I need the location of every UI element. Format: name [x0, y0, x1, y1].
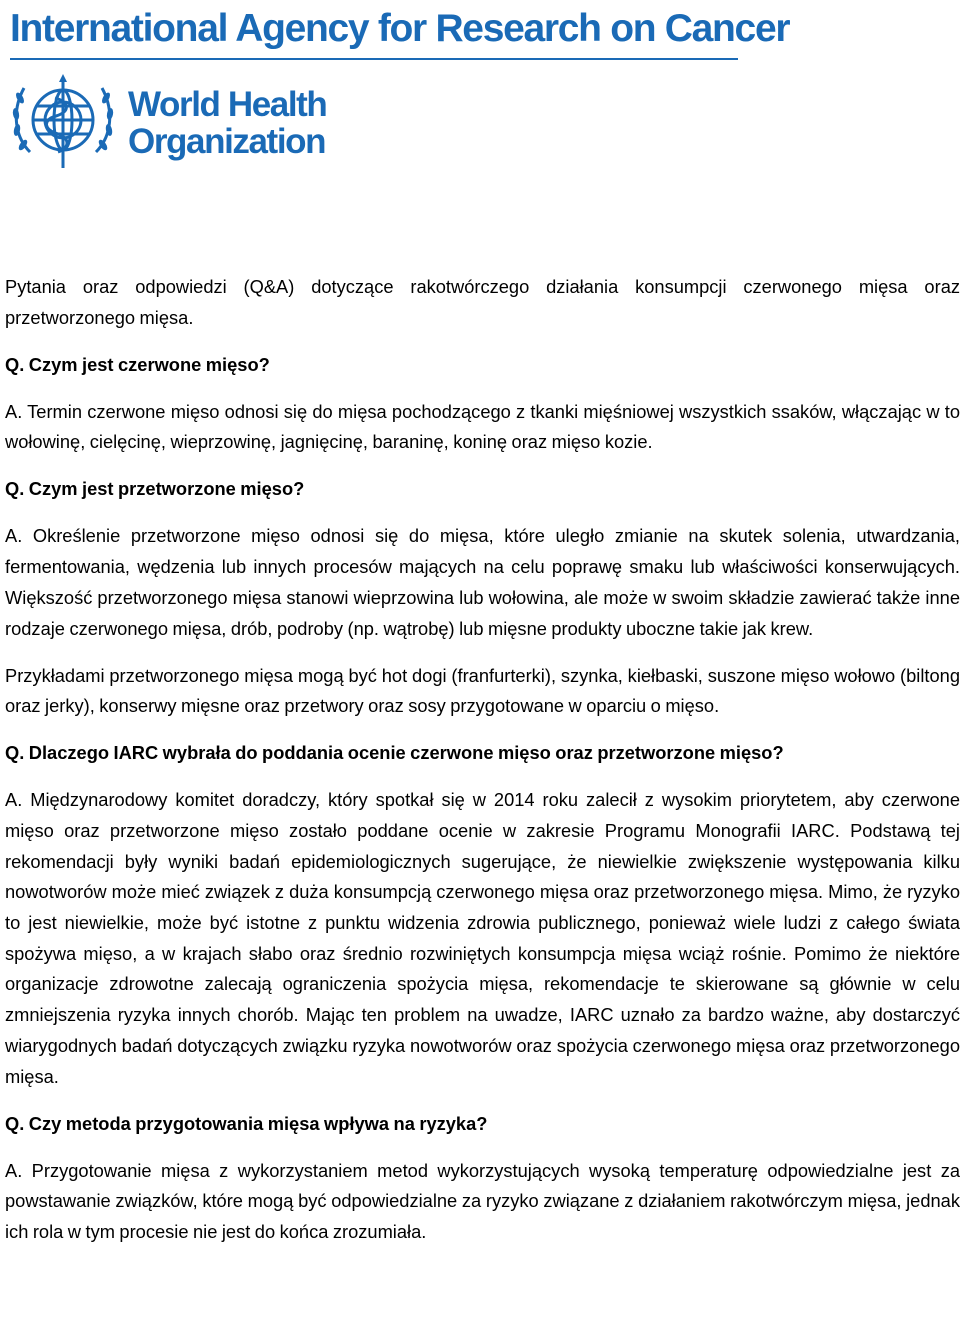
header-divider [10, 58, 738, 60]
iarc-logo-title: International Agency for Research on Cancer [10, 7, 790, 50]
document-header [8, 0, 948, 200]
answer-processed-meat: A. Określenie przetworzone mięso odnosi się do mięsa, które uległo zmianie na skutek solenia, utwardzania, fermentowania, wędzenia lub innych procesów mających na celu poprawę smaku lub właściwości konserwujących. Większość przetworzonego mięsa stanowi wieprzowina lub wołowina, ale może w swoim składzie zawierać także inne rodzaje czerwonego mięsa, drób, podroby (np. wątrobę) lub mięsne produkty uboczne takie jak krew. [5, 525, 960, 639]
who-emblem-icon [8, 70, 118, 174]
question-red-meat: Q. Czym jest czerwone mięso? [5, 353, 270, 375]
answer-why-iarc: A. Międzynarodowy komitet doradczy, który spotkał się w 2014 roku zalecił z wysokim priorytetem, aby czerwone mięso oraz przetworzone mięso zostało poddane ocenie w zakresie Programu Monografii IARC. Podstawą tej rekomendacji były wyniki badań epidemiologicznych sugerujące, że niewielkie zwiększenie występowania kilku nowotworów może mieć związek z duża konsumpcją czerwonego mięsa oraz przetworzonego mięsa. Mimo, że ryzyko to jest niewielkie, może być istotne z punktu widzenia zdrowia publicznego, ponieważ wiele ludzi z całego świata spożywa mięso, a w krajach słabo oraz średnio rozwiniętych konsumpcja mięsa wciąż rośnie. Pomimo że niektóre organizacje zdrowotne zalecają ograniczenia spożycia mięsa, rekomendacje te skierowane są głównie w celu zmniejszenia ryzyka innych chorób. Mając ten problem na uwadze, IARC uznało za bardzo ważne, aby dostarczyć wiarygodnych badań dotyczących związku ryzyka nowotworów oraz spożycia czerwonego mięsa oraz przetworzonego mięsa. [5, 789, 960, 1087]
document-body [5, 272, 960, 1248]
processed-meat-examples: Przykładami przetworzonego mięsa mogą być hot dogi (franfurterki), szynka, kiełbaski, suszone mięso wołowo (biltong oraz jerky), konserwy mięsne oraz przetwory oraz sosy przygotowane w oparciu o mięso. [5, 664, 960, 717]
answer-red-meat: A. Termin czerwone mięso odnosi się do mięsa pochodzącego z tkanki mięśniowej wszystkich ssaków, włączając w to wołowinę, cielęcinę, wieprzowinę, jagnięcinę, baraninę, koninę oraz mięso kozie. [5, 400, 960, 453]
who-logo-name [128, 86, 326, 160]
who-name-line1: World Health [128, 85, 327, 124]
who-name-line2: Organization [128, 122, 326, 161]
question-cooking-method: Q. Czy metoda przygotowania mięsa wpływa na ryzyka? [5, 1112, 488, 1134]
question-processed-meat: Q. Czym jest przetworzone mięso? [5, 478, 305, 500]
question-why-iarc: Q. Dlaczego IARC wybrała do poddania ocenie czerwone mięso oraz przetworzone mięso? [5, 742, 784, 764]
answer-cooking-method: A. Przygotowanie mięsa z wykorzystaniem metod wykorzystujących wysoką temperaturę odpowiedzialne jest za powstawanie związków, które mogą być odpowiedzialne za ryzyko związane z działaniem rakotwórczym mięsa, jednak ich rola w tym procesie nie jest do końca zrozumiała. [5, 1159, 960, 1242]
intro-paragraph: Pytania oraz odpowiedzi (Q&A) dotyczące rakotwórczego działania konsumpcji czerwonego mięsa oraz przetworzonego mięsa. [5, 276, 960, 328]
